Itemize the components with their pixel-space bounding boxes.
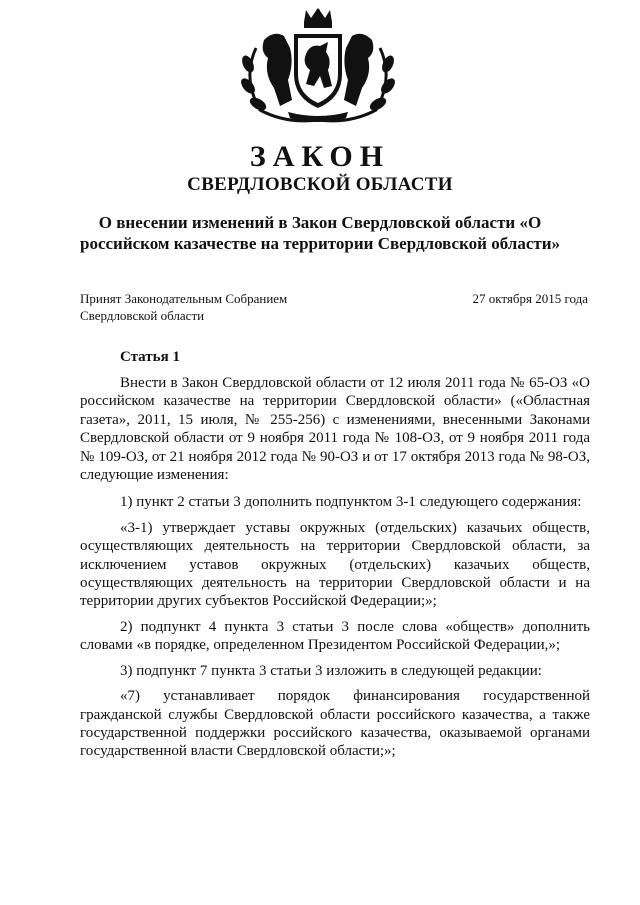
article-paragraph: «3-1) утверждает уставы окружных (отдельских) казачьих обществ, осуществляющих деятельность на территории Свердловской области, за исключением уставов окружных (отдельских) казачьих обществ, осуществляющих деятельность на территории Свердловской области и на территории других субъектов Российской Федерации;»; — [80, 519, 590, 610]
article-paragraph: 3) подпункт 7 пункта 3 статьи 3 изложить в следующей редакции: — [120, 662, 542, 679]
article-paragraph: Внести в Закон Свердловской области от 12 июля 2011 года № 65-ОЗ «О российском казачестве на территории Свердловской области» («Областная газета», 2011, 15 июля, № 255-256) с изменениями, внесенными Законами Свердловской области от 9 ноября 2011 года № 108-ОЗ, от 9 ноября 2011 года № 109-ОЗ, от 21 ноября 2012 года № 90-ОЗ и от 17 октября 2013 года № 98-ОЗ, следующие изменения: — [80, 375, 590, 484]
law-subject-heading: О внесении изменений в Закон Свердловской области «О российском казачестве на территории Свердловской области» — [79, 213, 561, 253]
adopted-by-line: Свердловской области — [80, 308, 205, 323]
article-body — [80, 374, 590, 768]
article-heading: Статья 1 — [120, 349, 180, 365]
article-paragraph: 2) подпункт 4 пункта 3 статьи 3 после слова «обществ» дополнить словами «в порядке, определенном Президентом Российской Федерации,»; — [80, 618, 590, 654]
region-title: СВЕРДЛОВСКОЙ ОБЛАСТИ — [187, 174, 453, 195]
law-title: ЗАКОН — [249, 140, 391, 173]
article-paragraph: «7) устанавливает порядок финансирования государственной гражданской службы Свердловской области российского казачества, а также государственной поддержки российского казачества, оказываемой органами государственной власти Свердловской области;»; — [80, 688, 590, 760]
adoption-authority — [80, 290, 340, 324]
article-paragraph: 1) пункт 2 статьи 3 дополнить подпунктом 3-1 следующего содержания: — [120, 494, 582, 511]
adoption-date: 27 октября 2015 года — [472, 291, 588, 306]
adopted-by-line: Принят Законодательным Собранием — [80, 291, 288, 306]
coat-of-arms-icon — [234, 8, 402, 126]
